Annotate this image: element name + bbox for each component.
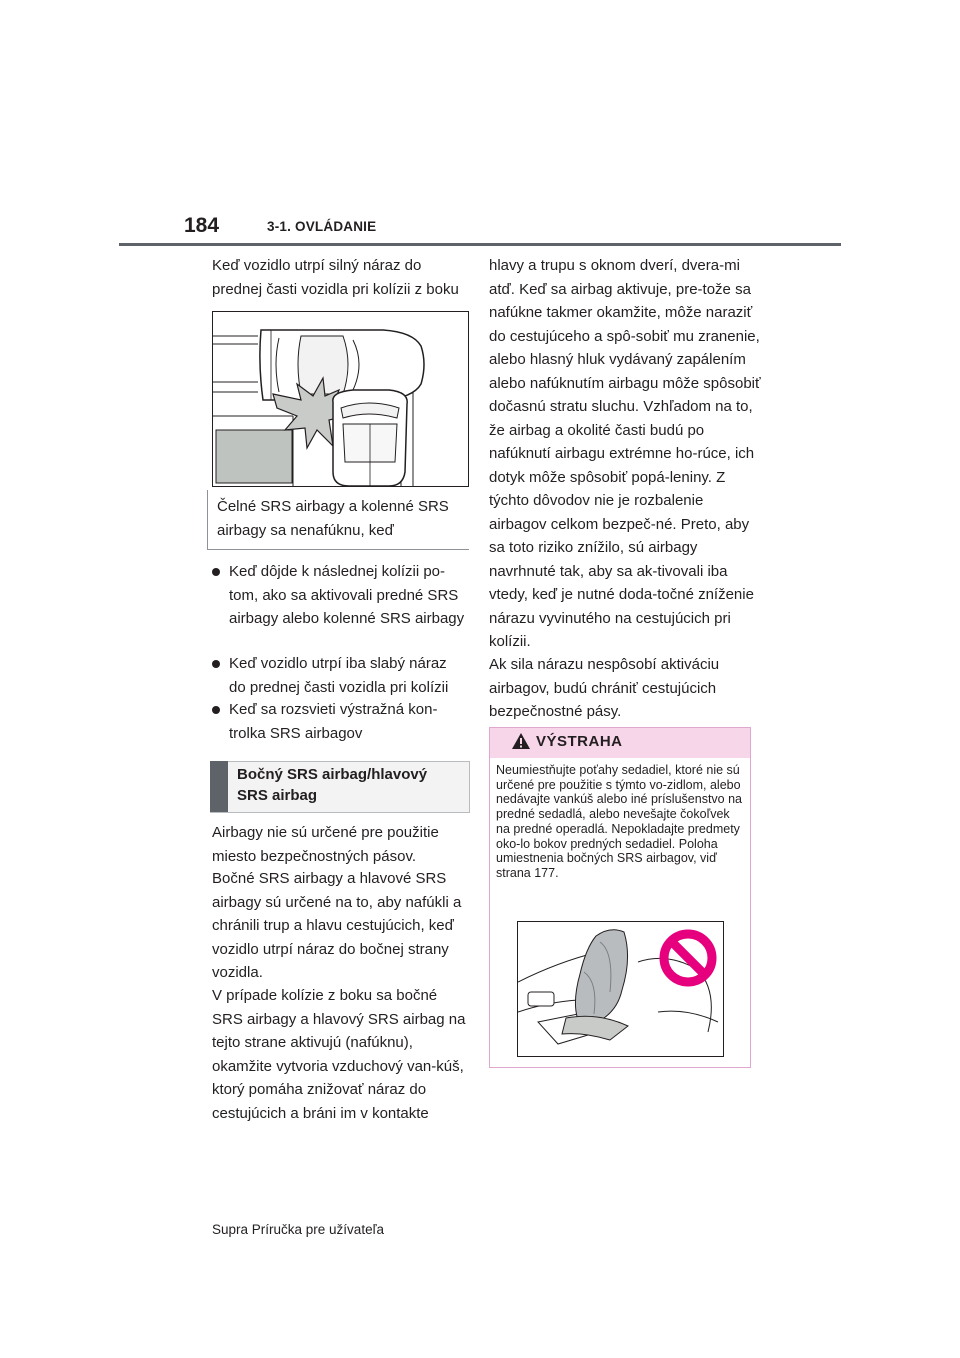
paragraph: Airbagy nie sú určené pre použitie miesto bezpečnostných pásov. [212, 824, 439, 865]
intro-paragraph: Keď vozidlo utrpí silný náraz do prednej časti vozidla pri kolízii z boku [212, 257, 459, 298]
warning-text: Neumiestňujte poťahy sedadiel, ktoré nie sú určené pre použitie s týmto vo-zidlom, alebo nedávajte vankúš alebo iné príslušenstvo na predné sedadlá, alebo nevešajte čokoľvek na predné operadlá. Nepokladajte predmety oko-lo bokov predných sedadiel. Poloha umiestnenia bočných SRS airbagov, viď strana 177. [496, 763, 742, 880]
list-item [212, 560, 467, 631]
warning-title: VÝSTRAHA [536, 733, 623, 750]
subheading: Bočný SRS airbag/hlavový SRS airbag [237, 766, 428, 804]
car-top-icon [260, 330, 424, 400]
bullet-icon [212, 660, 220, 668]
section-title: 3-1. OVLÁDANIE [267, 219, 377, 234]
list-item [212, 652, 467, 699]
paragraph: Ak sila nárazu nespôsobí aktiváciu airbagov, budú chrániť cestujúcich bezpečnostné pásy. [489, 656, 720, 720]
header-rule [119, 243, 841, 246]
list-item-text: Keď dôjde k následnej kolízii po-tom, ako sa aktivovali predné SRS airbagy alebo kolenné SRS airbagy [229, 563, 465, 627]
collision-drawing [213, 312, 468, 486]
list-item [212, 698, 467, 745]
footer-text: Supra Príručka pre užívateľa [212, 1222, 385, 1237]
list-item-text: Keď sa rozsvieti výstražná kon-trolka SRS airbagov [229, 701, 438, 742]
bullet-icon [212, 706, 220, 714]
gray-area [216, 430, 292, 483]
paragraph: V prípade kolízie z boku sa bočné SRS airbagy a hlavový SRS airbag na tejto strane aktivujú (nafúknu), okamžite vytvoria vzduchový van-kúš, ktorý pomáha znižovať náraz do cestujúcich a bráni im v kontakte [212, 987, 466, 1122]
subheading-bar [210, 761, 228, 812]
paragraph: Bočné SRS airbagy a hlavové SRS airbagy sú určené na to, aby nafúkli a chránili trup a hlavu cestujúcich, keď vozidlo utrpí náraz do bočnej strany vozidla. [212, 870, 462, 981]
bullet-icon [212, 568, 220, 576]
paragraph: hlavy a trupu s oknom dverí, dvera-mi atď. Keď sa airbag aktivuje, pre-tože sa nafúkne takmer okamžite, môže naraziť do cestujúceho a spô-sobiť mu zranenie, alebo hlasný hluk vydávaný zapálením alebo nafúknutím airbagu môže spôsobiť dočasnú stratu sluchu. Vzhľadom na to, že airbag a okolité časti budú po nafúknutí airbagu extrémne ho-rúce, ich dotyk môže spôsobiť popá-leniny. Z týchto dôvodov nie je rozbalenie airbagov celkom bezpeč-né. Preto, aby sa toto riziko znížilo, sú airbagy navrhnuté tak, aby sa ak-tivovali iba vtedy, keď je nutné doda-točné zníženie nárazu vyvinutého na cestujúcich pri kolízii. [489, 257, 761, 650]
side-collision-illustration [212, 311, 469, 487]
seat-drawing [518, 922, 723, 1056]
list-item-text: Keď vozidlo utrpí iba slabý náraz do prednej časti vozidla pri kolízii [229, 655, 449, 696]
seat-cover-illustration [517, 921, 724, 1057]
caption-text: Čelné SRS airbagy a kolenné SRS airbagy sa nenafúknu, keď [217, 498, 449, 539]
caption-rule [207, 549, 469, 550]
car-bottom-icon [333, 390, 407, 486]
warning-triangle-icon [511, 732, 531, 750]
page-number: 184 [184, 214, 220, 237]
